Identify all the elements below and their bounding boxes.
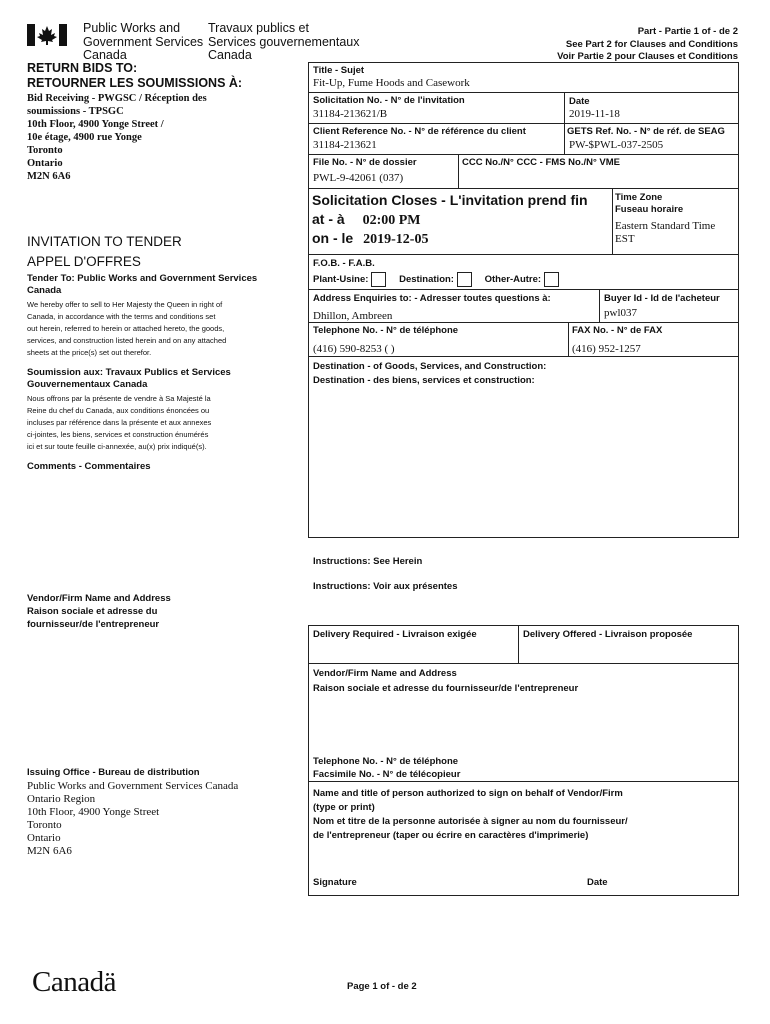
title-label: Title - Sujet: [313, 65, 365, 76]
on-label: on - le: [312, 230, 354, 246]
closing-time-value: 02:00 PM: [362, 213, 421, 228]
offer-text-en: We hereby offer to sell to Her Majesty the Queen in right of Canada, in accordance with the terms and conditions set out herein, referred to herein or attached hereto, the goods, services, and construction listed herein and on any attached sheets at the price(s) set out therefor.: [27, 300, 227, 357]
canada-flag-logo: [27, 24, 67, 46]
time-zone-label: Time Zone Fuseau horaire: [615, 192, 684, 215]
gets-ref-value: PW-$PWL-037-2505: [569, 139, 664, 151]
gets-ref-label: GETS Ref. No. - N° de réf. de SEAG: [567, 126, 725, 137]
plant-usine-label: Plant-Usine:: [313, 274, 369, 286]
authorized-signer-label: Name and title of person authorized to sign on behalf of Vendor/Firm (type or print) Nom et titre de la personne autorisée à signer au nom du fournisseur/ de l'entrepreneur (taper ou écrire en caractères d'imprimerie): [313, 788, 628, 841]
solicitation-no-label: Solicitation No. - N° de l'invitation: [313, 95, 465, 106]
other-autre-checkbox[interactable]: [544, 272, 559, 287]
issuing-office-label: Issuing Office - Bureau de distribution: [27, 767, 200, 778]
signature-date-label: Date: [587, 877, 608, 888]
fax-value: (416) 952-1257: [572, 343, 641, 355]
fax-label: FAX No. - N° de FAX: [572, 325, 663, 336]
plant-usine-checkbox[interactable]: [371, 272, 386, 287]
buyer-id-value: pwl037: [604, 307, 637, 319]
vendor-firm-label-left: Vendor/Firm Name and Address Raison sociale et adresse du fournisseur/de l'entrepreneur: [27, 593, 171, 630]
return-bids-heading: RETURN BIDS TO: RETOURNER LES SOUMISSIONS À:: [27, 61, 243, 90]
destination-goods-label: Destination - of Goods, Services, and Construction: Destination - des biens, services et construction:: [313, 361, 547, 386]
other-autre-label: Other-Autre:: [484, 274, 542, 286]
instructions-fr: Instructions: Voir aux présentes: [313, 581, 458, 592]
solicitation-no-value: 31184-213621/B: [313, 108, 388, 120]
delivery-required-label: Delivery Required - Livraison exigée: [313, 629, 477, 640]
offer-text-fr: Nous offrons par la présente de vendre à Sa Majesté la Reine du chef du Canada, aux conditions énoncées ou incluses par référence dans la présente et aux annexes ci-jointes, les biens, services et construction énumérés ici et sur toute feuille ci-annexée, au(x) prix indiqué(s).: [27, 394, 212, 451]
destination-checkbox[interactable]: [457, 272, 472, 287]
vendor-firm-label: Vendor/Firm Name and Address Raison sociale et adresse du fournisseur/de l'entrepreneur: [313, 668, 579, 694]
soumission-aux: Soumission aux: Travaux Publics et Services Gouvernementaux Canada: [27, 367, 231, 390]
client-ref-value: 31184-213621: [313, 139, 377, 151]
address-enquiries-label: Address Enquiries to: - Adresser toutes questions à:: [313, 293, 551, 304]
issuing-office-address: Public Works and Government Services Canada Ontario Region 10th Floor, 4900 Yonge Street Toronto Ontario M2N 6A6: [27, 780, 239, 857]
title-value: Fit-Up, Fume Hoods and Casework: [313, 77, 470, 89]
invitation-heading: INVITATION TO TENDER APPEL D'OFFRES: [27, 234, 182, 269]
client-ref-label: Client Reference No. - N° de référence du client: [313, 126, 526, 137]
department-name-en: Public Works and Government Services Canada: [83, 21, 204, 62]
page-number: Page 1 of - de 2: [347, 981, 417, 992]
fob-label: F.O.B. - F.A.B.: [313, 258, 375, 269]
fob-options: [313, 272, 559, 287]
instructions-en: Instructions: See Herein: [313, 556, 423, 567]
solicitation-closes-label: Solicitation Closes - L'invitation prend fin: [312, 192, 588, 208]
file-no-label: File No. - N° de dossier: [313, 157, 417, 168]
signature-label: Signature: [313, 877, 357, 888]
telephone-value: (416) 590-8253 ( ): [313, 343, 395, 355]
at-label: at - à: [312, 211, 345, 227]
canada-wordmark-logo: Canadä: [32, 966, 116, 998]
file-no-value: PWL-9-42061 (037): [313, 172, 404, 184]
vendor-contact-label: Telephone No. - N° de téléphone Facsimile No. - N° de télécopieur: [313, 756, 461, 780]
comments-label: Comments - Commentaires: [27, 461, 151, 472]
date-label: Date: [569, 96, 590, 107]
closing-date-value: 2019-12-05: [363, 232, 429, 247]
time-zone-value: Eastern Standard Time EST: [615, 220, 716, 245]
telephone-label: Telephone No. - N° de téléphone: [313, 325, 459, 336]
return-bids-address: Bid Receiving - PWGSC / Réception des soumissions - TPSGC 10th Floor, 4900 Yonge Street / 10e étage, 4900 rue Yonge Toronto Ontario M2N 6A6: [27, 93, 207, 182]
tender-to: Tender To: Public Works and Government Services Canada: [27, 273, 258, 296]
part-indicator: Part - Partie 1 of - de 2 See Part 2 for Clauses and Conditions Voir Partie 2 pour Clauses et Conditions: [557, 26, 738, 62]
address-enquiries-value: Dhillon, Ambreen: [313, 310, 393, 322]
closing-time-row: [312, 210, 421, 230]
closing-date-row: [312, 229, 428, 249]
destination-label: Destination:: [399, 274, 454, 286]
date-value: 2019-11-18: [569, 108, 620, 120]
ccc-no-label: CCC No./N° CCC - FMS No./N° VME: [462, 157, 621, 168]
department-name-fr: Travaux publics et Services gouvernementaux Canada: [208, 21, 360, 62]
delivery-offered-label: Delivery Offered - Livraison proposée: [523, 629, 693, 640]
buyer-id-label: Buyer Id - Id de l'acheteur: [604, 293, 720, 304]
